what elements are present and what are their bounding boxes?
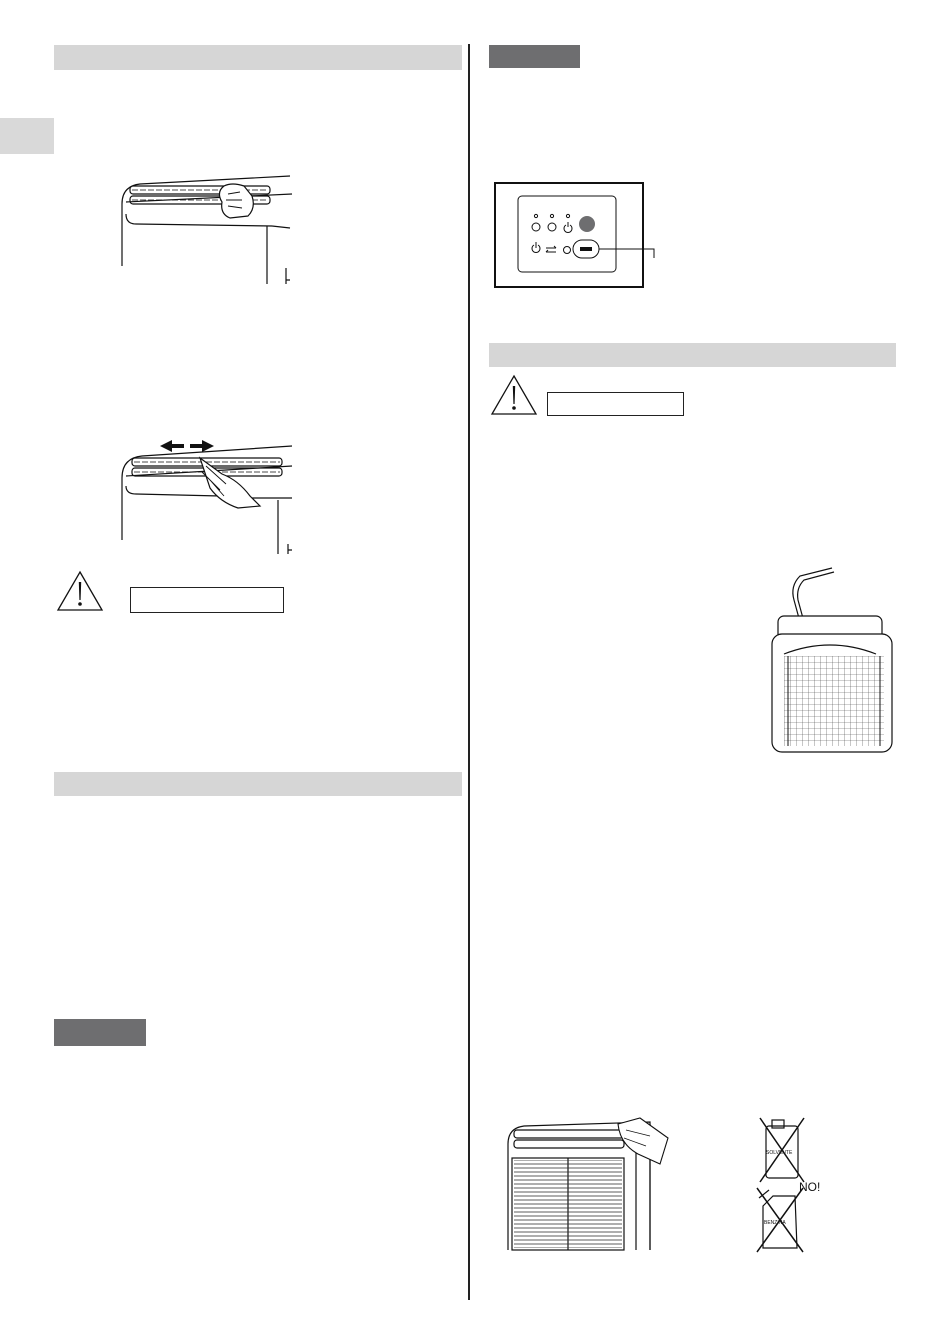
- page-side-tab: [0, 118, 54, 154]
- air-filter-illustration: [760, 566, 900, 760]
- warning-triangle-icon: [490, 374, 538, 416]
- hand-pulling-filter-illustration: [112, 164, 302, 289]
- prohibited-callout: NO!: [799, 1180, 821, 1194]
- section-tag-left: [54, 1019, 146, 1046]
- hand-sliding-filter-illustration: [110, 436, 302, 560]
- section-header-bar-2: [54, 772, 462, 796]
- section-header-bar-3: [489, 343, 896, 367]
- warning-label-box: [547, 392, 684, 416]
- column-divider: [468, 44, 470, 1300]
- warning-label-box: [130, 587, 284, 613]
- section-tag-right: [489, 45, 580, 68]
- petrol-can-label: BENZINA: [764, 1220, 786, 1226]
- warning-triangle-icon: [56, 570, 104, 612]
- control-panel-illustration: [494, 182, 674, 288]
- solvent-can-label: SOLVENTE: [766, 1150, 793, 1156]
- section-header-bar-1: [54, 45, 462, 70]
- cleaning-unit-illustration: [500, 1114, 680, 1254]
